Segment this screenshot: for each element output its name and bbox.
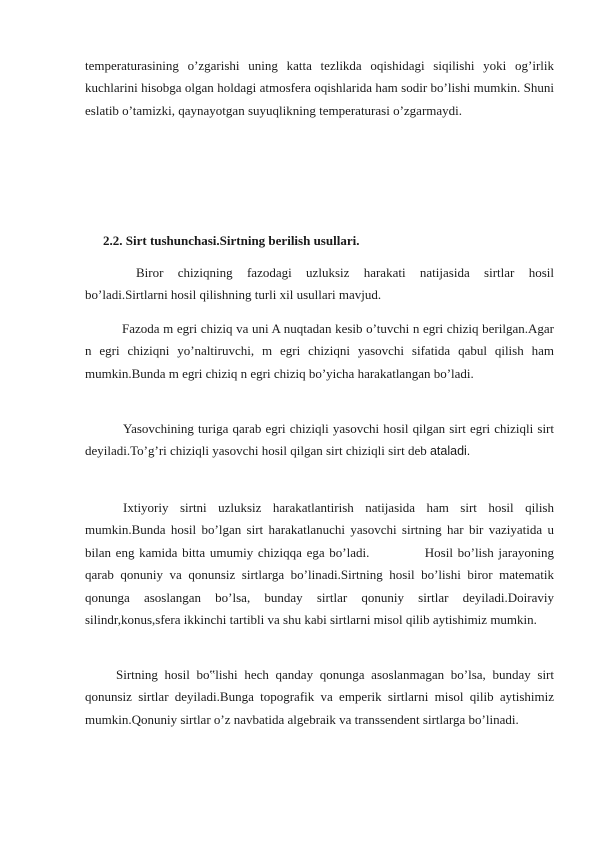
paragraph-4-tail: ataladi. <box>429 444 471 459</box>
paragraph-curves <box>85 318 554 385</box>
paragraph-2-text: Biror chiziqning fazodagi uzluksiz harakati natijasida sirtlar hosil bo’ladi.Sirtlarni hosil qilishning turli xil usullari mavjud. <box>85 265 554 303</box>
paragraph-arbitrary-surface <box>85 497 554 631</box>
section-heading: 2.2. Sirt tushunchasi.Sirtning berilish usullari. <box>103 233 360 248</box>
paragraph-temperature <box>85 55 554 122</box>
paragraph-5a-text: Ixtiyoriy sirtni uzluksiz harakatlantirish natijasida ham sirt hosil qilish mumkin.Bunda hosil bo’lgan sirt harakatlanuchi yasovchi sirtning har bir vaziyatida u bilan eng kamida bitta umumiy chiziqqa ega bo’ladi. <box>85 500 554 560</box>
paragraph-generatrix <box>85 418 554 463</box>
paragraph-1-text: temperaturasining o’zgarishi uning katta tezlikda oqishidagi siqilishi yoki og’irlik kuchlarini hisobga olgan holdagi atmosfera oqishlarida ham sodir bo’lishi mumkin. Shuni eslatib o’tamizki, qaynayotgan suyuqlikning temperaturasi o’zgarmaydi. <box>85 58 554 118</box>
paragraph-6-text: Sirtning hosil bo‟lishi hech qanday qonunga asoslanmagan bo’lsa, bunday sirt qonunsiz sirtlar deyiladi.Bunga topografik va emperik sirtlarni misol qilib aytishimiz mumkin.Qonuniy sirtlar o’z navbatida algebraik va transsendent sirtlarga bo’linadi. <box>85 667 554 727</box>
paragraph-3-text: Fazoda m egri chiziq va uni A nuqtadan kesib o’tuvchi n egri chiziq berilgan.Agar n egri chiziqni yo’naltiruvchi, m egri chiziqni yasovchi sifatida qabul qilish ham mumkin.Bunda m egri chiziq n egri chiziq bo’yicha harakatlangan bo’ladi. <box>85 321 554 381</box>
paragraph-4-text: Yasovchining turiga qarab egri chiziqli yasovchi hosil qilgan sirt egri chiziqli sirt deyiladi.To’g’ri chiziqli yasovchi hosil qilgan sirt chiziqli sirt deb <box>85 421 554 459</box>
paragraph-irregular-surfaces <box>85 664 554 731</box>
paragraph-5b-text: Hosil bo’lish jarayoning qarab qonuniy va qonunsiz sirtlarga bo’linadi.Sirtning hosil bo’lishi biror matematik qonunga asoslangan bo’lsa, bunday sirtlar qonuniy sirtlar deyiladi.Doiraviy silindr,konus,sfera ikkinchi tartibli va shu kabi sirtlarni misol qilib aytishimiz mumkin. <box>85 544 555 628</box>
paragraph-surface-formation <box>85 262 554 307</box>
